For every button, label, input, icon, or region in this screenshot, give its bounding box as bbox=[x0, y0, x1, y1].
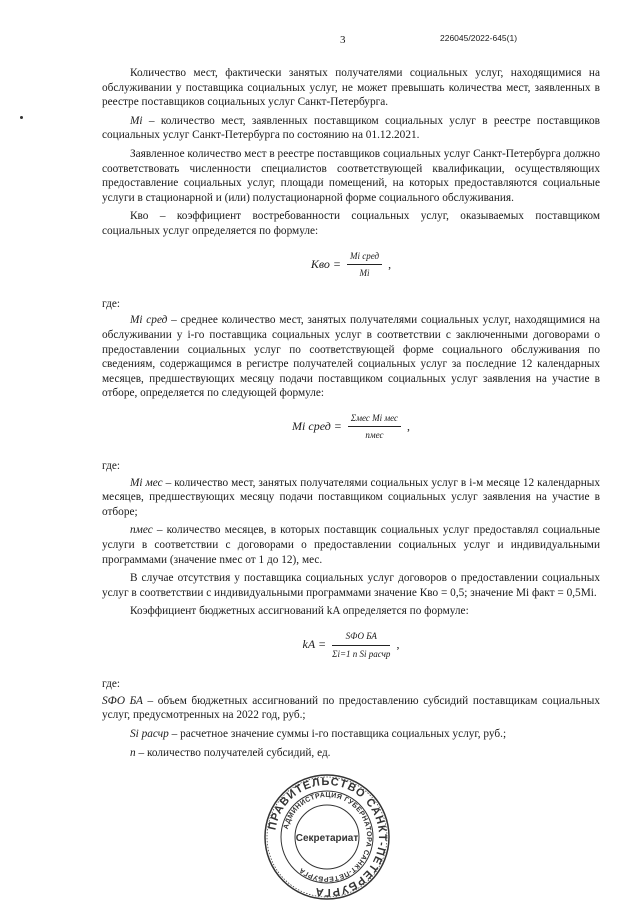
paragraph-mi-text: – количество мест, заявленных поставщиком социальных услуг в реестре поставщиков социальных услуг Санкт-Петербурга по состоянию на 01.12.2021. bbox=[102, 114, 600, 142]
formula-kvo bbox=[102, 249, 600, 281]
seal-outer-text: ПРАВИТЕЛЬСТВО САНКТ-ПЕТЕРБУРГА bbox=[266, 775, 389, 899]
seal-center-label: Секретариат bbox=[295, 833, 359, 844]
formula-ka-numerator: SФО БА bbox=[332, 629, 390, 646]
var-si: Si расчр bbox=[130, 727, 169, 740]
paragraph-declared-places: Заявленное количество мест в реестре поставщиков социальных услуг Санкт-Петербурга должно соответствовать численности специалистов соответствующей квалификации, осуществляющих предоставление социальных услуг, площади помещений, на которых предоставляются социальные услуги в стационарной и (или) полустационарной форме социального обслуживания. bbox=[102, 147, 601, 204]
paragraph-si-definition bbox=[102, 727, 600, 742]
formula-kvo-fraction bbox=[347, 249, 382, 281]
paragraph-sfo-text: – объем бюджетных ассигнований по предоставлению субсидий поставщикам социальных услуг, предусмотренных на 2022 год, руб.; bbox=[102, 694, 600, 722]
formula-mi-avg-fraction bbox=[348, 411, 401, 443]
paragraph-capacity-limit: Количество мест, фактически занятых получателями социальных услуг, находящимися на обслуживании у поставщика социальных услуг, не может превышать количества мест, заявленных в реестре поставщиков социальных услуг Санкт-Петербурга. bbox=[102, 67, 600, 109]
formula-ka-fraction bbox=[332, 629, 390, 661]
paragraph-no-contracts-case: В случае отсутствия у поставщика социальных услуг договоров о предоставлении социальных услуг в соответствии с индивидуальными программами значение Кво = 0,5; значение Mi факт = 0,5Mi. bbox=[102, 572, 600, 599]
document-body bbox=[102, 66, 600, 764]
paragraph-sfo-definition bbox=[102, 694, 600, 723]
var-mi-avg: Mi сред bbox=[130, 314, 168, 327]
paragraph-n-months-text: – количество месяцев, в которых поставщик социальных услуг предоставлял социальные услуги в соответствии с договорами о предоставлении социальных услуг и индивидуальными программами (значение nмес от 1 до 12), мес. bbox=[102, 524, 600, 566]
formula-kvo-lhs: Кво = bbox=[310, 256, 342, 271]
document-id: 226045/2022-645(1) bbox=[440, 33, 518, 43]
formula-mi-avg-lhs: Mi сред = bbox=[292, 418, 342, 433]
paragraph-n-months-definition bbox=[102, 523, 600, 567]
formula-ka-lhs: kA = bbox=[302, 636, 327, 651]
where-label-1: где: bbox=[102, 297, 120, 310]
var-mi-month: Mi мес bbox=[130, 476, 163, 489]
where-label-2: где: bbox=[102, 460, 120, 473]
paragraph-mi-month-definition bbox=[102, 476, 600, 520]
paragraph-mi-avg-definition bbox=[102, 313, 600, 401]
seal-inner-text: АДМИНИСТРАЦИЯ ГУБЕРНАТОРА САНКТ-ПЕТЕРБУРГА bbox=[282, 791, 373, 883]
paragraph-mi-avg-text: – среднее количество мест, занятых получателями социальных услуг, находящимися на обслуживании у i-го поставщика социальных услуг в соответствии с заключенными договорами о предоставлении социальных услуг по соответствующей форме социального обслуживания по сведениям, содержащимся в регистре получателей социальных услуг за последние 12 календарных месяцев, предшествующих месяцу подачи поставщиком социальных услуг заявления на участие в отборе, определяется по следующей формуле: bbox=[102, 314, 600, 400]
formula-mi-avg-numerator: Σмес Mi мес bbox=[348, 411, 401, 428]
var-n: n bbox=[130, 746, 136, 759]
paragraph-ka-intro: Коэффициент бюджетных ассигнований kA определяется по формуле: bbox=[130, 605, 469, 618]
var-n-months: nмес bbox=[130, 524, 153, 537]
formula-kvo-numerator: Mi сред bbox=[347, 249, 382, 266]
official-seal-stamp bbox=[262, 772, 392, 902]
paragraph-mi-definition bbox=[102, 114, 600, 143]
formula-ka bbox=[102, 629, 600, 661]
where-label-3: где: bbox=[102, 678, 120, 691]
formula-kvo-tail: , bbox=[388, 256, 392, 271]
paragraph-si-text: – расчетное значение суммы i-го поставщика социальных услуг, руб.; bbox=[168, 727, 507, 740]
paragraph-kvo-intro: Кво – коэффициент востребованности социальных услуг, оказываемых поставщиком социальных услуг определяется по формуле: bbox=[102, 210, 600, 237]
var-sfo: SФО БА bbox=[102, 694, 143, 707]
var-mi: Mi bbox=[130, 114, 143, 127]
formula-mi-avg-denominator: nмес bbox=[365, 430, 384, 441]
page-number: 3 bbox=[340, 34, 346, 46]
margin-mark bbox=[20, 116, 23, 119]
paragraph-n-definition bbox=[102, 746, 600, 761]
paragraph-n-text: – количество получателей субсидий, ед. bbox=[135, 746, 331, 759]
paragraph-mi-month-text: – количество мест, занятых получателями социальных услуг в i-м месяце 12 календарных месяцев, предшествующих месяцу подачи поставщиком социальных услуг заявления на участие в отборе; bbox=[102, 476, 600, 518]
formula-kvo-denominator: Mi bbox=[359, 268, 370, 279]
formula-ka-denominator: Σi=1 n Si расчр bbox=[332, 648, 391, 659]
formula-mi-avg-tail: , bbox=[406, 418, 410, 433]
formula-ka-tail: , bbox=[396, 636, 400, 651]
formula-mi-avg bbox=[102, 411, 600, 443]
